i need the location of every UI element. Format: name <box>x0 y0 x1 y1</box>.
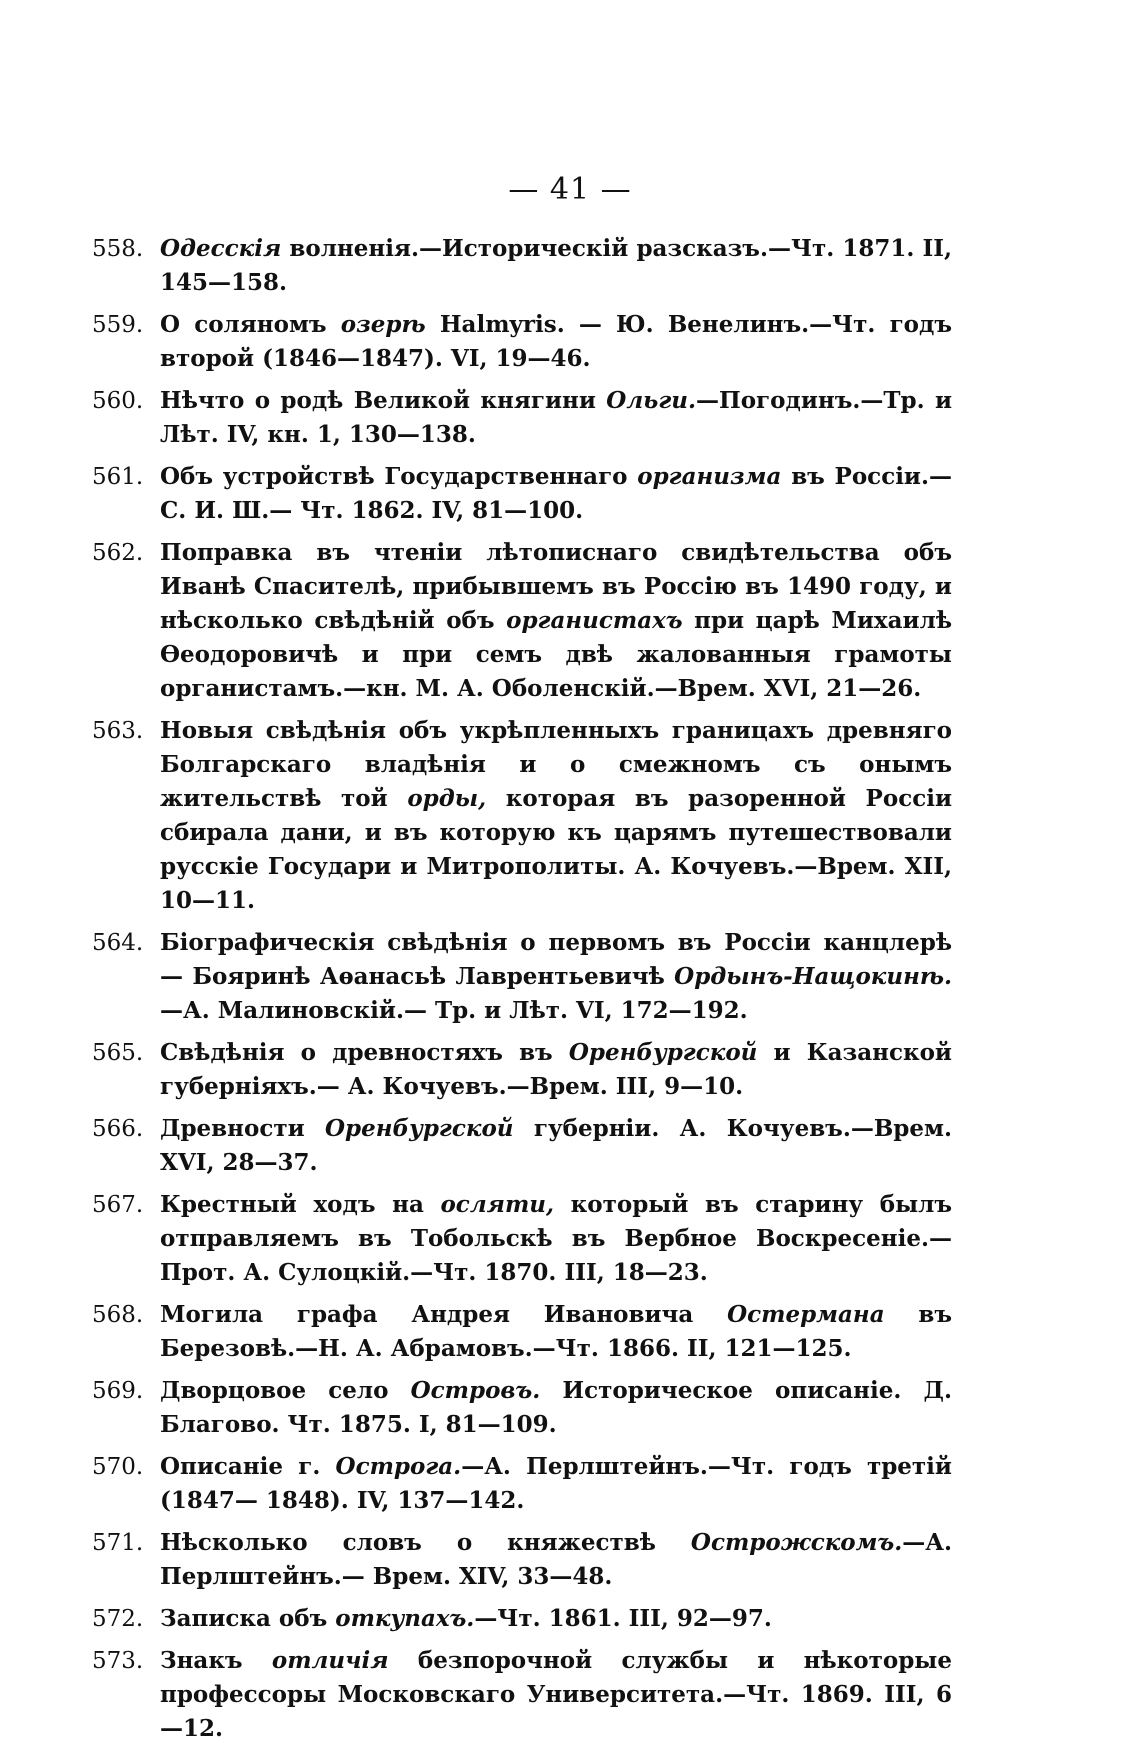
entry-text <box>160 1298 952 1366</box>
entry-text-segment: Біографическія свѣдѣнія о первомъ въ Россіи канцлерѣ — Бояринѣ Аѳанасьѣ Лаврентьевичѣ <box>160 929 952 990</box>
entry-text-segment: —А. Малиновскій.— Тр. и Лѣт. VI, 172—192. <box>160 997 748 1024</box>
entry-text <box>160 1602 952 1636</box>
entry-italic-term: откупахъ. <box>335 1605 475 1632</box>
entry-text-segment: —А. Перлштейнъ.—Чт. годъ третій (1847— 1848). IV, 137—142. <box>160 1453 952 1514</box>
entry-text-segment: Могила графа Андрея Ивановича <box>160 1301 728 1328</box>
entry-text-segment: Знакъ <box>160 1647 272 1674</box>
bibliography-entry <box>92 384 952 452</box>
entry-number: 558. <box>92 236 144 262</box>
entry-number: 565. <box>92 1040 144 1066</box>
entry-number: 567. <box>92 1192 144 1218</box>
entry-italic-term: организма <box>637 463 782 490</box>
entry-text-segment: который въ старину былъ отправляемъ въ Тобольскѣ въ Вербное Воскресеніе.—Прот. А. Сулоцкій.—Чт. 1870. III, 18—23. <box>160 1191 952 1286</box>
bibliography-entry <box>92 1602 952 1636</box>
bibliography-entry <box>92 232 952 300</box>
entry-italic-term: Острожскомъ. <box>690 1529 903 1556</box>
entry-number: 566. <box>92 1116 144 1142</box>
entry-number: 572. <box>92 1606 144 1632</box>
entry-text-segment: Крестный ходъ на <box>160 1191 441 1218</box>
entry-italic-term: Оренбургской <box>568 1039 758 1066</box>
entry-number: 571. <box>92 1530 144 1556</box>
entry-text-segment: и Казанской губерніяхъ.— А. Кочуевъ.—Врем. III, 9—10. <box>160 1039 952 1100</box>
entry-text-segment: въ Россіи.—С. И. Ш.— Чт. 1862. IV, 81—100. <box>160 463 952 524</box>
entry-text <box>160 460 952 528</box>
entry-number: 560. <box>92 388 144 414</box>
bibliography-entry <box>92 1188 952 1290</box>
entry-text-segment: Поправка въ чтеніи лѣтописнаго свидѣтельства объ Иванѣ Спасителѣ, прибывшемъ въ Россію въ 1490 году, и нѣсколько свѣдѣній объ <box>160 539 952 634</box>
entry-text <box>160 1450 952 1518</box>
entry-text-segment: —А. Перлштейнъ.— Врем. XIV, 33—48. <box>160 1529 952 1590</box>
entry-text-segment: при царѣ Михаилѣ Ѳеодоровичѣ и при семъ двѣ жалованныя грамоты органистамъ.—кн. М. А. Оболенскій.—Врем. XVI, 21—26. <box>160 607 952 702</box>
entry-text-segment: Объ устройствѣ Государственнаго <box>160 463 638 490</box>
entry-text-segment: Свѣдѣнія о древностяхъ въ <box>160 1039 569 1066</box>
entry-text-segment: Записка объ <box>160 1605 336 1632</box>
bibliography-entry <box>92 308 952 376</box>
entry-text-segment: въ Березовѣ.—Н. А. Абрамовъ.—Чт. 1866. II, 121—125. <box>160 1301 952 1362</box>
bibliography-entry <box>92 536 952 706</box>
entry-number: 563. <box>92 718 144 744</box>
entry-text-segment: волненія.—Историческій разсказъ.—Чт. 1871. II, 145—158. <box>160 235 952 296</box>
entry-text <box>160 308 952 376</box>
entry-number: 559. <box>92 312 144 338</box>
entry-text-segment: которая въ разоренной Россіи сбирала дани, и въ которую къ царямъ путешествовали русскіе Государи и Митрополиты. А. Кочуевъ.—Врем. XII, 10—11. <box>160 785 953 914</box>
entry-text <box>160 1188 952 1290</box>
entry-text-segment: —Чт. 1861. III, 92—97. <box>474 1605 772 1632</box>
entry-text-segment: безпорочной службы и нѣкоторые профессоры Московскаго Университета.—Чт. 1869. III, 6—12. <box>160 1647 953 1742</box>
entry-text-segment: Дворцовое село <box>160 1377 411 1404</box>
entry-text <box>160 536 952 706</box>
entry-text <box>160 232 952 300</box>
bibliography-entry <box>92 926 952 1028</box>
bibliography-entry <box>92 714 952 918</box>
bibliography-entry <box>92 1036 952 1104</box>
entry-italic-term: осляти, <box>440 1191 555 1218</box>
entry-italic-term: Оренбургской <box>324 1115 514 1142</box>
entry-italic-term: орды, <box>407 785 487 812</box>
entry-text <box>160 1112 952 1180</box>
entry-text <box>160 1644 952 1746</box>
entry-number: 569. <box>92 1378 144 1404</box>
entry-text-segment: Историческое описаніе. Д. Благово. Чт. 1875. I, 81—109. <box>160 1377 952 1438</box>
entry-italic-term: озерѣ <box>340 311 426 338</box>
bibliography-entry <box>92 1450 952 1518</box>
entry-number: 561. <box>92 464 144 490</box>
entry-number: 570. <box>92 1454 144 1480</box>
entry-number: 562. <box>92 540 144 566</box>
entry-number: 564. <box>92 930 144 956</box>
entry-italic-term: Островъ. <box>410 1377 541 1404</box>
entry-text <box>160 926 952 1028</box>
entry-italic-term: Острога. <box>335 1453 462 1480</box>
entry-text-segment: Нѣчто о родѣ Великой княгини <box>160 387 607 414</box>
entry-text-segment: Новыя свѣдѣнія объ укрѣпленныхъ границахъ древняго Болгарскаго владѣнія и о смежномъ съ онымъ жительствѣ той <box>160 717 952 812</box>
entry-text <box>160 1036 952 1104</box>
entry-italic-term: Ольги. <box>606 387 696 414</box>
entry-text <box>160 384 952 452</box>
entry-text <box>160 714 952 918</box>
entry-text-segment: —Погодинъ.—Тр. и Лѣт. IV, кн. 1, 130—138. <box>160 387 952 448</box>
entry-text-segment: О соляномъ <box>160 311 341 338</box>
entry-number: 568. <box>92 1302 144 1328</box>
entry-number: 573. <box>92 1648 144 1674</box>
bibliography-entry <box>92 1374 952 1442</box>
entry-text-segment: губерніи. А. Кочуевъ.—Врем. XVI, 28—37. <box>160 1115 952 1176</box>
entry-italic-term: отличія <box>271 1647 389 1674</box>
bibliography-entry <box>92 1526 952 1594</box>
entry-text-segment: Halmyris. — Ю. Венелинъ.—Чт. годъ второй (1846—1847). VI, 19—46. <box>160 311 952 372</box>
bibliography-entry <box>92 1644 952 1746</box>
entry-italic-term: Остермана <box>727 1301 885 1328</box>
entry-text-segment: Древности <box>160 1115 325 1142</box>
bibliography-entry <box>92 1298 952 1366</box>
bibliography-list <box>92 232 952 1754</box>
page-number: — 41 — <box>508 172 632 207</box>
entry-italic-term: Ордынъ-Нащокинѣ. <box>674 963 952 990</box>
entry-text-segment: Описаніе г. <box>160 1453 336 1480</box>
bibliography-entry <box>92 1112 952 1180</box>
entry-text <box>160 1526 952 1594</box>
entry-italic-term: органистахъ <box>506 607 683 634</box>
entry-text-segment: Нѣсколько словъ о княжествѣ <box>160 1529 691 1556</box>
entry-text <box>160 1374 952 1442</box>
bibliography-entry <box>92 460 952 528</box>
entry-italic-term: Одесскія <box>160 235 282 262</box>
